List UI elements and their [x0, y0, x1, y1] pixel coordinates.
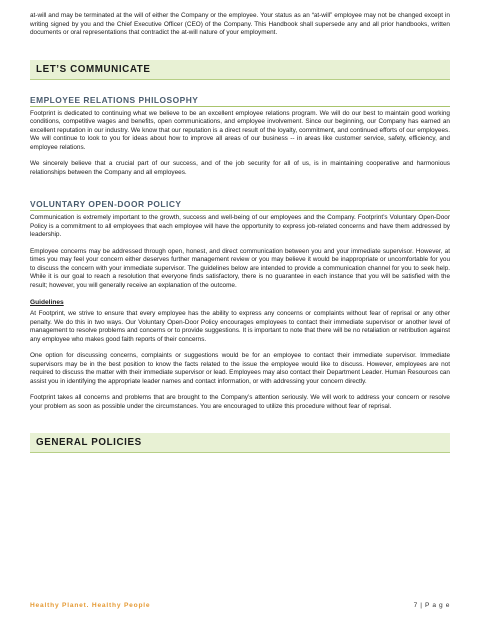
- employee-relations-heading: EMPLOYEE RELATIONS PHILOSOPHY: [30, 95, 450, 107]
- open-door-section: [30, 199, 450, 411]
- employee-relations-section: [30, 95, 450, 178]
- footer-tagline: Healthy Planet. Healthy People: [30, 602, 151, 609]
- guidelines-paragraph-2: One option for discussing concerns, complaints or suggestions would be for an employee to contact their immediate supervisor. Immediate supervisors may be in the best position to know the facts related to the issue the employee would like to discuss. However, employees are not required to discuss the matter with their immediate supervisor or lead. Employees may also contact their Department Leader. Human Resources can assist you in identifying the appropriate leader names and contact information, or with addressing your concern directly.: [30, 352, 450, 385]
- employee-relations-paragraph-1: Footprint is dedicated to continuing what we believe to be an excellent employee relations program. We will do our best to maintain good working conditions, competitive wages and benefits, open communications, and employee involvement. Since our beginning, our Company has earned an excellent reputation in our industry. We know that our reputation is a direct result of the loyalty, commitment, and continued efforts of our employees. We will continue to look to you for ideas about how to improve all areas of our business -- in areas like customer service, safety, efficiency, and employee relations.: [30, 109, 450, 151]
- handbook-page: [30, 12, 450, 453]
- guidelines-paragraph-3: Footprint takes all concerns and problems that are brought to the Company’s attention seriously. We will work to address your concern or resolve your problem as soon as possible under the circumstances. You are encouraged to utilize this procedure without fear of reprisal.: [30, 394, 450, 410]
- open-door-paragraph-1: Communication is extremely important to the growth, success and well-being of our employees and the Company. Footprint’s Voluntary Open-Door Policy is a commitment to all employees that each employee will have the opportunity to express job-related concerns and have them addressed by leadership.: [30, 214, 450, 238]
- intro-paragraph: at-will and may be terminated at the will of either the Company or the employee. Your status as an “at-will” employee may not be changed except in writing signed by you and the Chief Executive Officer (CEO) of the Company. This Handbook shall supersede any and all prior handbooks, written documents or oral representations that contradict the at-will nature of your employment.: [30, 12, 450, 36]
- guidelines-title: Guidelines: [30, 299, 64, 306]
- open-door-paragraph-2: Employee concerns may be addressed through open, honest, and direct communication between you and your immediate supervisor. However, at times you may feel your concern either deserves further management review or you may believe it would be inappropriate or uncomfortable for you to discuss the concern with your immediate supervisor. The guidelines below are intended to provide a communication channel for you to seek help. While it is our goal to reach a resolution that everyone finds satisfactory, there is no guarantee in each instance that you will be satisfied with the result; however, you will generally receive an explanation of the outcome.: [30, 247, 450, 289]
- page-footer: [30, 602, 450, 609]
- section-banner-lets-communicate: LET’S COMMUNICATE: [30, 60, 450, 80]
- guidelines-paragraph-1: At Footprint, we strive to ensure that every employee has the ability to express any concerns or complaints without fear of reprisal or any other penalty. We do this in two ways. Our Voluntary Open-Door Policy encourages employees to contact their immediate supervisor or another level of management to resolve problems and concerns or to provide suggestions. It is important to note that there will be no retaliation or retribution against any employee who makes good faith reports of their concerns.: [30, 310, 450, 343]
- employee-relations-paragraph-2: We sincerely believe that a crucial part of our success, and of the job security for all of us, is in maintaining cooperative and harmonious relationships between the Company and all employees.: [30, 160, 450, 176]
- section-banner-general-policies: GENERAL POLICIES: [30, 433, 450, 453]
- open-door-heading: VOLUNTARY OPEN-DOOR POLICY: [30, 199, 450, 211]
- footer-page-number: 7 | P a g e: [413, 602, 450, 609]
